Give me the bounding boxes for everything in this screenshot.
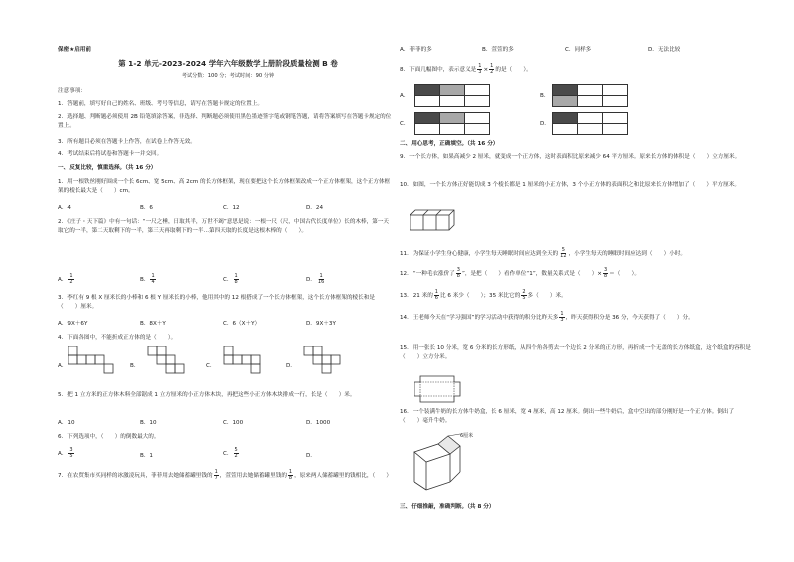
option-c[interactable]: C．6（X＋Y） xyxy=(223,321,261,327)
option-c[interactable]: C．12 xyxy=(223,205,240,211)
option-a[interactable]: A． xyxy=(58,363,68,369)
fraction-grid-d xyxy=(552,112,628,135)
question-9: 9．一个长方体，如果高减少 2 厘米，就变成一个正方体，这时表面积比原来减少 64 平方厘米。原来长方体的体积是（ ）立方厘米。 xyxy=(400,154,741,160)
option-a[interactable]: A．10 xyxy=(58,420,75,426)
fraction-grid-c xyxy=(414,112,490,135)
question-12: 12．“一种毛衣涨价了 $\frac{3}{8}$ ”，是把（ ）看作单位“1”，数量关系式是（ ）× $\frac{3}{8}$ ＝（ ）。 xyxy=(400,267,640,279)
section-heading: 二、用心思考，正确填空。（共 16 分） xyxy=(400,141,499,147)
question-1: 1．用一根铁丝刚好围成一个长 6cm、宽 5cm、高 2cm 的长方体框架，现在要把这个长方体框架改成一个正方体框架，这个正方体框架的棱长最大是（ ）cm。 xyxy=(58,179,391,194)
option-c[interactable]: C． $\frac{1}{8}$ xyxy=(223,273,238,285)
question-8: 8．下面几幅图中，表示意义是 $\frac{1}{3}$ × $\frac{1}{2}$ 的是（ ）。 xyxy=(400,63,532,75)
option-c[interactable]: C． $\frac{5}{2}$ xyxy=(223,447,238,459)
option-d[interactable]: D． xyxy=(306,453,316,459)
option-a[interactable]: A．菲菲的多 xyxy=(400,47,432,53)
option-d[interactable]: D． xyxy=(540,121,550,127)
question-10: 10．如图，一个长方体正好能切成 3 个棱长都是 1 厘米的小正方体，3 个小正方体的表面积之和比原来长方体增加了（ ）平方厘米。 xyxy=(400,182,740,188)
option-b[interactable]: B． xyxy=(130,363,140,369)
option-b[interactable]: B．6 xyxy=(140,205,153,211)
page-title: 第 1-2 单元-2023-2024 学年六年级数学上册阶段质量检测 B 卷 xyxy=(118,59,338,68)
question-16: 16．一个装满牛奶的长方体牛奶盒，长 6 厘米，宽 4 厘米，高 12 厘米。倒出一些牛奶后，盒中空出的部分刚好是一个正方体。倒出了（ ）毫升牛奶。 xyxy=(400,409,735,424)
fraction-grid-a xyxy=(414,84,490,107)
question-11: 11．为保证小学生身心健康，小学生每天睡眠时间应达到全天的 $\frac{5}{12}$ ，小学生每天的睡眠时间应达到（ ）小时。 xyxy=(400,247,687,259)
question-2: 2．《庄子・天下篇》中有一句话：“一尺之棰，日取其半，万世不竭”意思是说：一根一尺（尺，中国古代长度单位）长的木棒，第一天取它的一半，第二天取剩下的一半，第三天再取剩下的一半…第四天取的长度是这根木棒的（ ）。 xyxy=(58,219,389,234)
note-item: 4．考试结束后将试卷和答题卡一并交回。 xyxy=(58,151,163,157)
three-cubes-figure xyxy=(410,208,460,234)
option-c[interactable]: C． xyxy=(400,121,410,127)
fraction-grid-b xyxy=(552,84,628,107)
option-b[interactable]: B． xyxy=(540,93,550,99)
option-b[interactable]: B． $\frac{1}{4}$ xyxy=(140,273,155,285)
option-a[interactable]: A．9X＋6Y xyxy=(58,321,88,327)
option-a[interactable]: A． xyxy=(400,93,410,99)
option-d[interactable]: D．24 xyxy=(306,205,324,211)
option-b[interactable]: B．10 xyxy=(140,420,157,426)
question-7: 7．在农贸集市买同样的冰激凌玩具，菲菲用去她储蓄罐里钱的 $\frac{1}{7}$ ，萱萱用去她储蓄罐里钱的 $\frac{1}{8}$ ，原来两人储蓄罐里的钱相比，（ ） xyxy=(58,469,392,481)
cube-net-figures xyxy=(68,346,398,384)
option-b[interactable]: B．萱萱的多 xyxy=(482,47,514,53)
exam-info: 考试分数：100 分；考试时间：90 分钟 xyxy=(181,73,275,79)
option-c[interactable]: C．100 xyxy=(223,420,244,426)
option-d[interactable]: D． $\frac{1}{16}$ xyxy=(306,273,325,285)
question-13: 13．21 米的 $\frac{1}{6}$ 比 6 米少（ ）；35 米比它的 $\frac{2}{5}$ 多（ ）米。 xyxy=(400,289,567,301)
note-item: 1．答题前，填写好自己的姓名、班级、考号等信息，请写在答题卡规定的位置上。 xyxy=(58,101,263,107)
question-14: 14．王老师今天在“学习强国”的学习活动中获得的积分比昨天多 $\frac{1}{3}$ ，昨天获得积分是 36 分，今天获得了（ ）分。 xyxy=(400,311,694,323)
option-d[interactable]: D．9X＋3Y xyxy=(306,321,336,327)
question-6: 6．下列选项中，（ ）的倒数最大的。 xyxy=(58,434,160,440)
confidential-mark: 保密★启用前 xyxy=(58,47,91,53)
question-15: 15．用一张长 10 分米，宽 6 分米的长方形纸，从四个角各剪去一个边长 2 分米的正方形，再折成一个无盖的长方体纸盒，这个纸盒的容积是（ ）立方分米。 xyxy=(400,345,751,360)
note-item: 3．所有题目必须在答题卡上作答，在试卷上作答无效。 xyxy=(58,139,196,145)
option-c[interactable]: C． xyxy=(206,363,216,369)
question-3: 3．李红有 9 根 X 厘米长的小棒和 6 根 Y 厘米长的小棒，他用其中的 12 根搭成了一个长方体框架，这个长方体框架的棱长和是（ ）厘米。 xyxy=(58,295,375,310)
option-c[interactable]: C．同样多 xyxy=(565,47,592,53)
question-5: 5．把 1 立方米的正方体木料全部锯成 1 立方厘米的小正方体木块，再把这些小正方体木块排成一行，长是（ ）米。 xyxy=(58,392,356,398)
section-heading: 一、反复比较，慎重选择。（共 16 分） xyxy=(58,165,157,171)
milk-carton-figure xyxy=(408,432,488,494)
option-d[interactable]: D． xyxy=(286,363,296,369)
question-4: 4．下面各图中，不能折成正方体的是（ ）。 xyxy=(58,335,177,341)
option-a[interactable]: A． $\frac{3}{5}$ xyxy=(58,447,73,459)
option-d[interactable]: D．1000 xyxy=(306,420,331,426)
option-a[interactable]: A．4 xyxy=(58,205,71,211)
section-heading: 三、仔细推敲，准确判断。（共 8 分） xyxy=(400,504,495,510)
option-b[interactable]: B．1 xyxy=(140,453,153,459)
cut-corners-paper-figure xyxy=(414,374,464,406)
option-d[interactable]: D．无法比较 xyxy=(648,47,681,53)
notes-title: 注意事项： xyxy=(58,88,86,94)
carton-dimension-label: 6厘米 xyxy=(460,433,474,439)
note-item: 2．选择题、判断题必须使用 2B 铅笔填涂答案，非选择、判断题必须使用黑色墨迹签字笔或钢笔答题，请将答案填写在答题卡规定的位置上。 xyxy=(58,114,392,129)
option-b[interactable]: B．8X＋Y xyxy=(140,321,166,327)
option-a[interactable]: A． $\frac{1}{2}$ xyxy=(58,273,73,285)
